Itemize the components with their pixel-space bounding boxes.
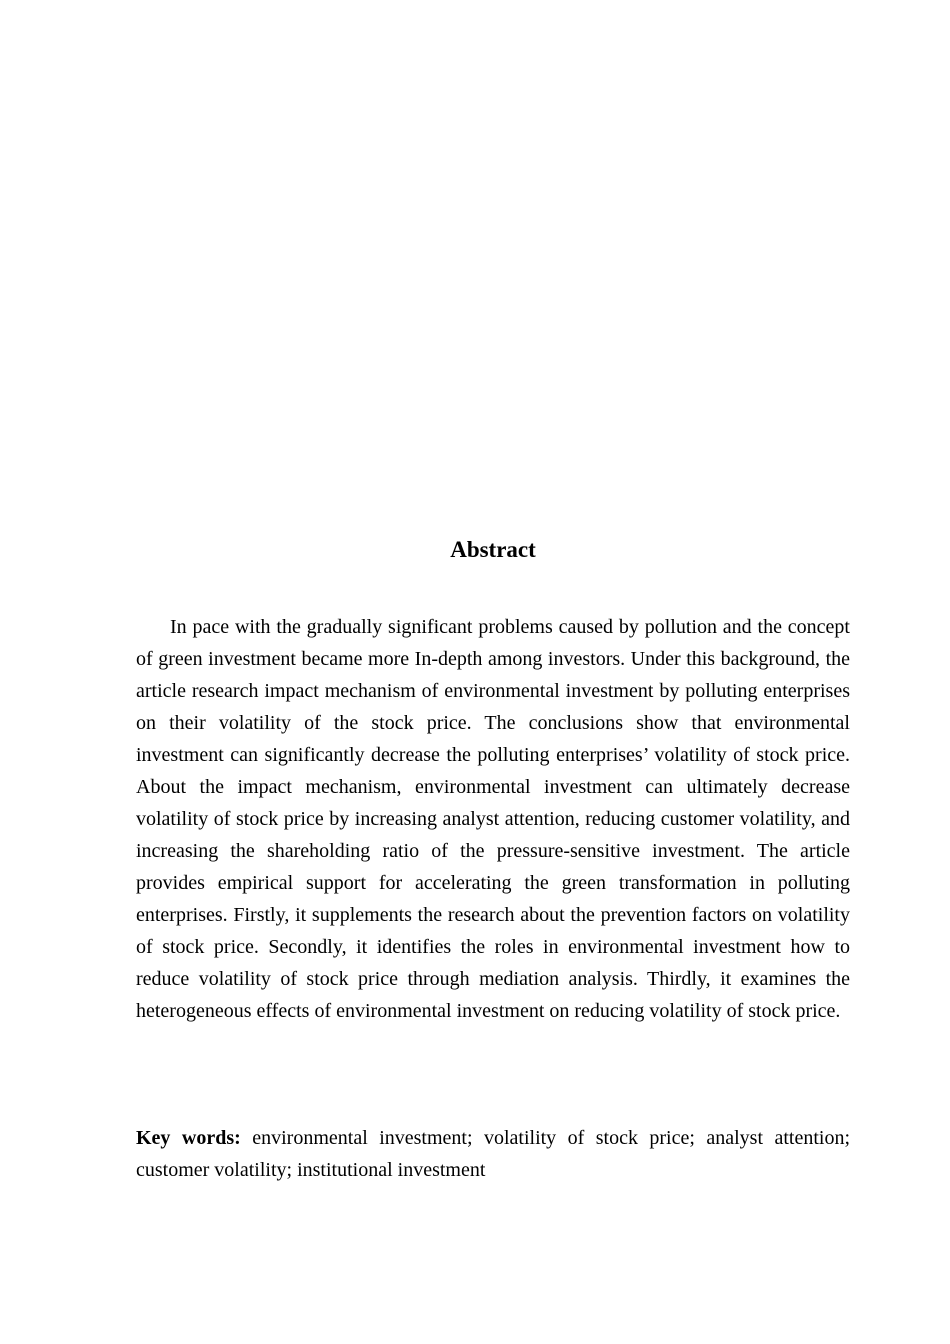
keywords-text: environmental investment; volatility of stock price; analyst attention; customer volatility; institutional investment — [136, 1127, 851, 1181]
keywords-paragraph — [136, 1122, 850, 1186]
abstract-title: Abstract — [450, 537, 536, 562]
keywords-label: Key words: — [136, 1127, 241, 1149]
abstract-body: In pace with the gradually significant problems caused by pollution and the concept of green investment became more In-depth among investors. Under this background, the article research impact mechanism of environmental investment by polluting enterprises on their volatility of the stock price. The conclusions show that environmental investment can significantly decrease the polluting enterprises’ volatility of stock price. About the impact mechanism, environmental investment can ultimately decrease volatility of stock price by increasing analyst attention, reducing customer volatility, and increasing the shareholding ratio of the pressure-sensitive investment. The article provides empirical support for accelerating the green transformation in polluting enterprises. Firstly, it supplements the research about the prevention factors on volatility of stock price. Secondly, it identifies the roles in environmental investment how to reduce volatility of stock price through mediation analysis. Thirdly, it examines the heterogeneous effects of environmental investment on reducing volatility of stock price. — [136, 616, 850, 1022]
